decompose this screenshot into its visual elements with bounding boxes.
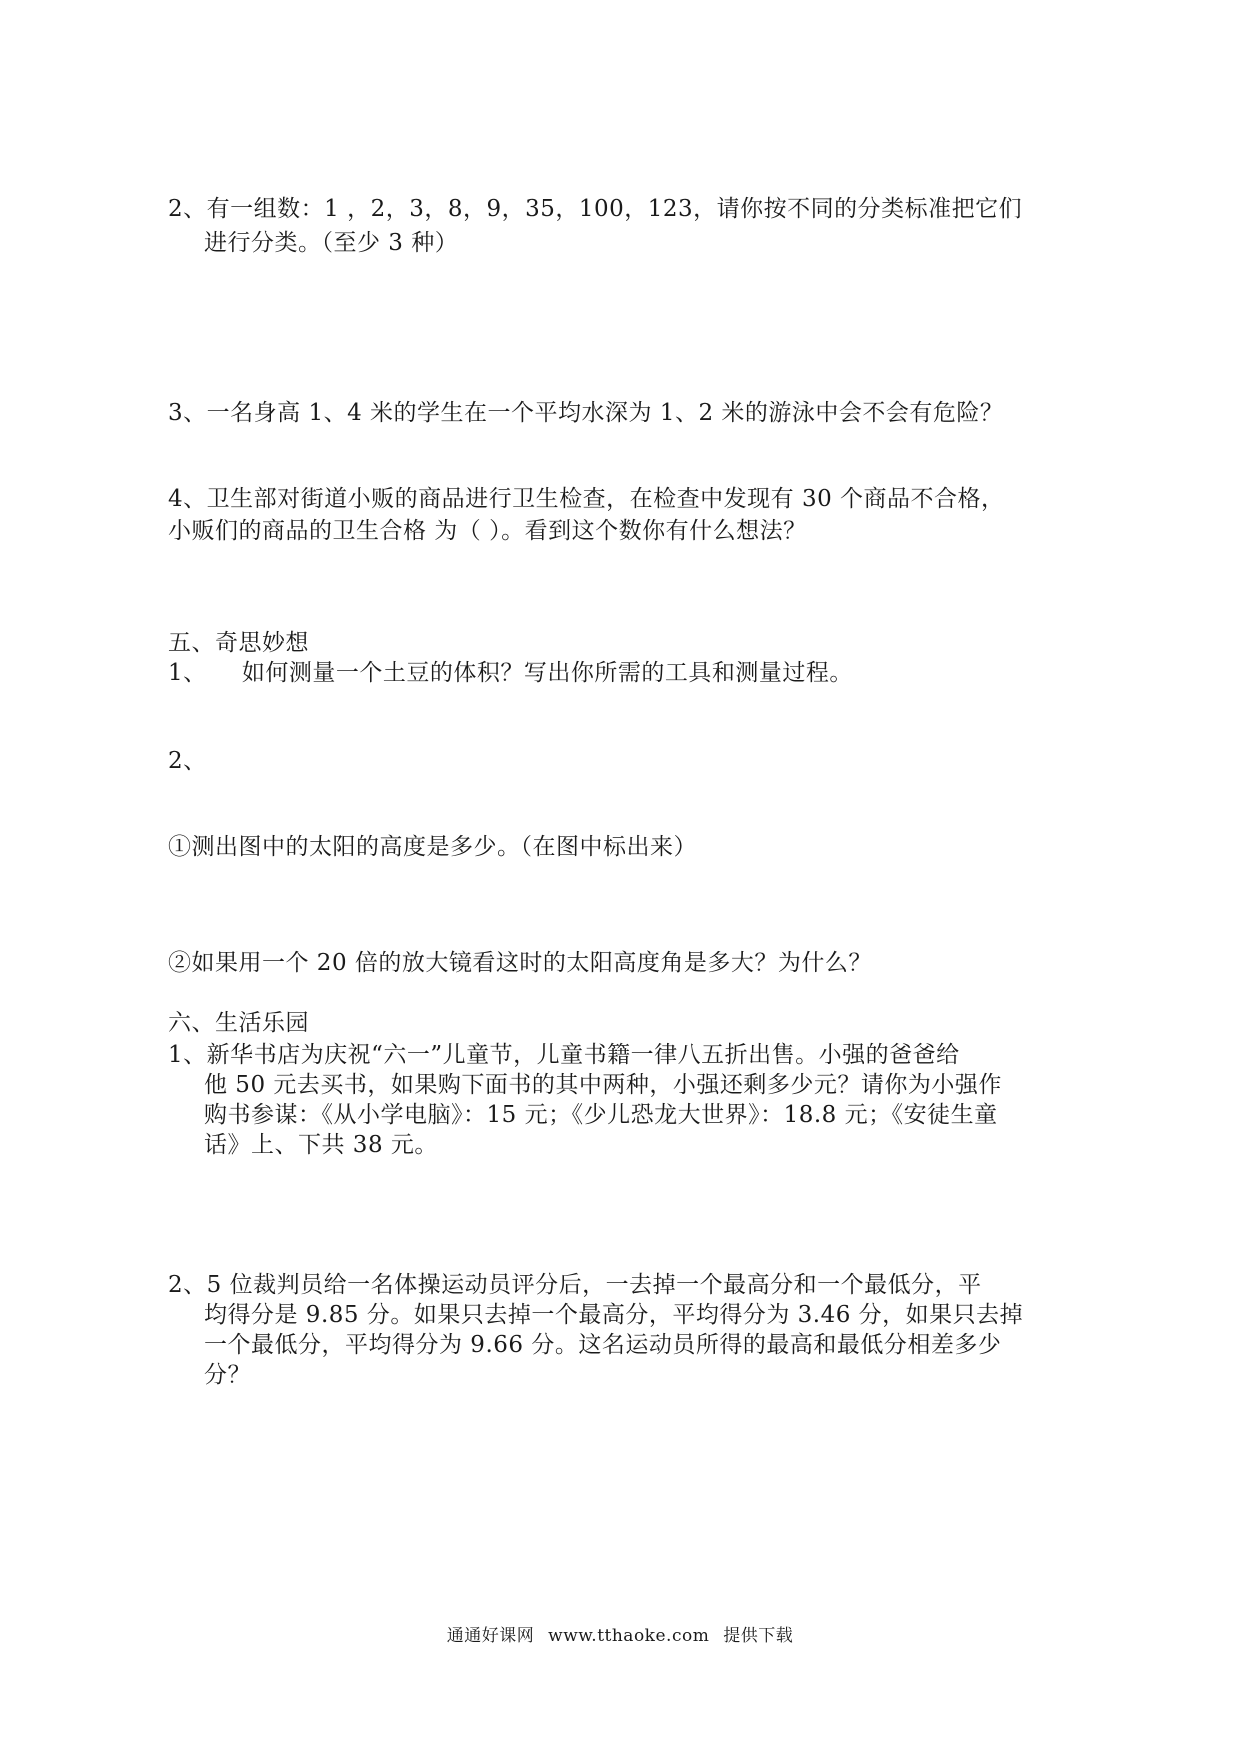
section-5-question-1-number: 1、 xyxy=(168,660,207,686)
footer-suffix: 提供下载 xyxy=(723,1626,794,1646)
footer-site-name: 通通好课网 xyxy=(446,1626,535,1646)
footer-url[interactable]: www.tthaoke.com xyxy=(548,1626,710,1646)
section-5-title: 五、奇思妙想 xyxy=(168,630,309,656)
question-3-line-1: 3、一名身高 1、4 米的学生在一个平均水深为 1、2 米的游泳中会不会有危险？ xyxy=(168,400,1004,426)
section-5-question-1-text: 如何测量一个土豆的体积？写出你所需的工具和测量过程。 xyxy=(241,660,853,686)
section-6-question-1-line-2: 他 50 元去买书，如果购下面书的其中两种，小强还剩多少元？请你为小强作 xyxy=(204,1072,1002,1098)
question-2-line-1: 2、有一组数：1 ，2，3，8，9，35，100，123，请你按不同的分类标准把它们 xyxy=(168,196,1023,222)
section-6-title: 六、生活乐园 xyxy=(168,1010,309,1036)
section-5-question-1 xyxy=(168,656,853,690)
section-6-question-2-line-1: 2、5 位裁判员给一名体操运动员评分后，一去掉一个最高分和一个最低分，平 xyxy=(168,1272,982,1298)
section-6-question-1-line-3: 购书参谋：《从小学电脑》：15 元；《少儿恐龙大世界》：18.8 元；《安徒生童 xyxy=(204,1102,998,1128)
section-5-question-2-number: 2、 xyxy=(168,748,207,774)
question-4-line-1: 4、卫生部对街道小贩的商品进行卫生检查，在检查中发现有 30 个商品不合格， xyxy=(168,486,1005,512)
section-6-question-2-line-4: 分？ xyxy=(204,1362,251,1388)
section-5-question-2-sub-1: ①测出图中的太阳的高度是多少。（在图中标出来） xyxy=(168,834,697,860)
question-2-line-2: 进行分类。（至少 3 种） xyxy=(204,230,459,256)
section-6-question-2-line-3: 一个最低分，平均得分为 9.66 分。这名运动员所得的最高和最低分相差多少 xyxy=(204,1332,1002,1358)
section-6-question-2-line-2: 均得分是 9.85 分。如果只去掉一个最高分，平均得分为 3.46 分，如果只去掉 xyxy=(204,1302,1024,1328)
page-footer xyxy=(0,1624,1240,1648)
section-6-question-1-line-1: 1、新华书店为庆祝“六一”儿童节，儿童书籍一律八五折出售。小强的爸爸给 xyxy=(168,1042,960,1068)
section-6-question-1-line-4: 话》上、下共 38 元。 xyxy=(204,1132,438,1158)
section-5-question-2-sub-2: ②如果用一个 20 倍的放大镜看这时的太阳高度角是多大？为什么？ xyxy=(168,950,872,976)
question-4-line-2: 小贩们的商品的卫生合格 为（ ）。看到这个数你有什么想法？ xyxy=(168,518,807,544)
